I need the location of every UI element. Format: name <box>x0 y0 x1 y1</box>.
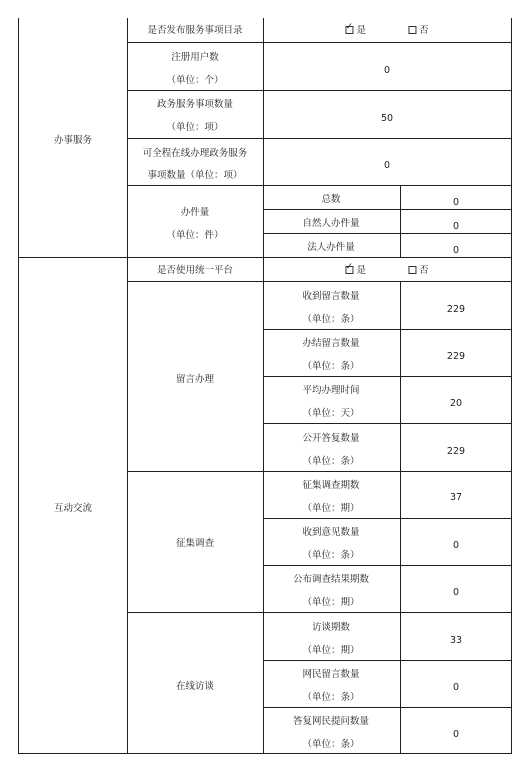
row-line <box>263 707 512 708</box>
registered-users-label: 注册用户数 <box>171 52 219 63</box>
survey-results-value: 0 <box>452 587 460 598</box>
online-items-value: 0 <box>383 160 391 171</box>
interview-periods-unit: （单位：期） <box>302 645 360 656</box>
messages-avg-time-label: 平均办理时间 <box>302 385 360 396</box>
handled-total-label: 总数 <box>321 194 341 205</box>
table-col-divider-1 <box>127 18 128 754</box>
row-line <box>263 329 512 330</box>
catalog-publish-options <box>345 25 428 37</box>
table-border-bottom <box>18 753 512 754</box>
online-items-label-1: 可全程在线办理政务服务 <box>142 148 248 159</box>
interview-periods-label: 访谈期数 <box>311 622 351 633</box>
table-col-divider-3a <box>400 185 401 257</box>
service-items-value: 50 <box>380 113 394 124</box>
row-line <box>263 660 512 661</box>
row-line <box>263 565 512 566</box>
row-line <box>127 42 512 43</box>
interview-group-label: 在线访谈 <box>175 681 215 692</box>
catalog-publish-yes[interactable]: ✓ 是 <box>345 25 366 37</box>
survey-opinions-label: 收到意见数量 <box>302 527 360 538</box>
messages-closed-unit: （单位：条） <box>302 361 360 372</box>
handled-person-label: 自然人办件量 <box>302 218 360 229</box>
row-line <box>127 471 512 472</box>
messages-public-unit: （单位：条） <box>302 456 360 467</box>
interview-replies-unit: （单位：条） <box>302 739 360 750</box>
survey-group-label: 征集调查 <box>175 538 215 549</box>
messages-public-label: 公开答复数量 <box>302 433 360 444</box>
survey-results-unit: （单位：期） <box>302 597 360 608</box>
registered-users-value: 0 <box>383 65 391 76</box>
handled-label: 办件量 <box>180 207 210 218</box>
row-line <box>263 518 512 519</box>
interview-messages-label: 网民留言数量 <box>302 669 360 680</box>
handled-total-value: 0 <box>452 197 460 208</box>
online-items-label-2: 事项数量（单位：项） <box>147 170 243 181</box>
handled-legal-label: 法人办件量 <box>307 242 355 253</box>
checked-box-icon <box>345 266 353 274</box>
table-col-divider-2 <box>263 18 264 754</box>
messages-received-unit: （单位：条） <box>302 314 360 325</box>
row-line <box>127 281 512 282</box>
messages-group-label: 留言办理 <box>175 374 215 385</box>
handled-person-value: 0 <box>452 221 460 232</box>
messages-avg-time-unit: （单位：天） <box>302 408 360 419</box>
interview-messages-unit: （单位：条） <box>302 692 360 703</box>
unified-platform-options <box>345 265 428 277</box>
unified-platform-no[interactable]: 否 <box>408 265 429 277</box>
checked-box-icon <box>345 26 353 34</box>
catalog-publish-no[interactable]: 否 <box>408 25 429 37</box>
table-border-left <box>18 18 19 754</box>
registered-users-unit: （单位：个） <box>166 75 224 86</box>
section-divider <box>18 257 512 258</box>
section-label-service: 办事服务 <box>53 135 93 146</box>
survey-periods-unit: （单位：期） <box>302 503 360 514</box>
messages-closed-value: 229 <box>446 351 466 362</box>
messages-public-value: 229 <box>446 446 466 457</box>
handled-legal-value: 0 <box>452 245 460 256</box>
survey-periods-value: 37 <box>449 492 463 503</box>
interview-replies-label: 答复网民提问数量 <box>292 716 370 727</box>
interview-replies-value: 0 <box>452 729 460 740</box>
survey-results-label: 公布调查结果期数 <box>292 574 370 585</box>
empty-box-icon <box>408 26 416 34</box>
messages-received-label: 收到留言数量 <box>302 291 360 302</box>
service-items-label: 政务服务事项数量 <box>156 99 234 110</box>
row-line <box>127 138 512 139</box>
unified-platform-label: 是否使用统一平台 <box>156 265 234 276</box>
table-border-right <box>511 18 512 754</box>
row-line <box>127 185 512 186</box>
row-line <box>127 90 512 91</box>
survey-opinions-unit: （单位：条） <box>302 550 360 561</box>
survey-opinions-value: 0 <box>452 540 460 551</box>
interview-periods-value: 33 <box>449 635 463 646</box>
service-items-unit: （单位：项） <box>166 122 224 133</box>
row-line <box>263 376 512 377</box>
messages-closed-label: 办结留言数量 <box>302 338 360 349</box>
row-line <box>263 209 512 210</box>
handled-unit: （单位：件） <box>166 230 224 241</box>
messages-avg-time-value: 20 <box>449 398 463 409</box>
section-label-interaction: 互动交流 <box>53 503 93 514</box>
row-line <box>263 423 512 424</box>
empty-box-icon <box>408 266 416 274</box>
row-line <box>263 233 512 234</box>
catalog-publish-label: 是否发布服务事项目录 <box>147 25 243 36</box>
messages-received-value: 229 <box>446 304 466 315</box>
unified-platform-yes[interactable]: ✓ 是 <box>345 265 366 277</box>
interview-messages-value: 0 <box>452 682 460 693</box>
survey-periods-label: 征集调查期数 <box>302 480 360 491</box>
row-line <box>127 612 512 613</box>
